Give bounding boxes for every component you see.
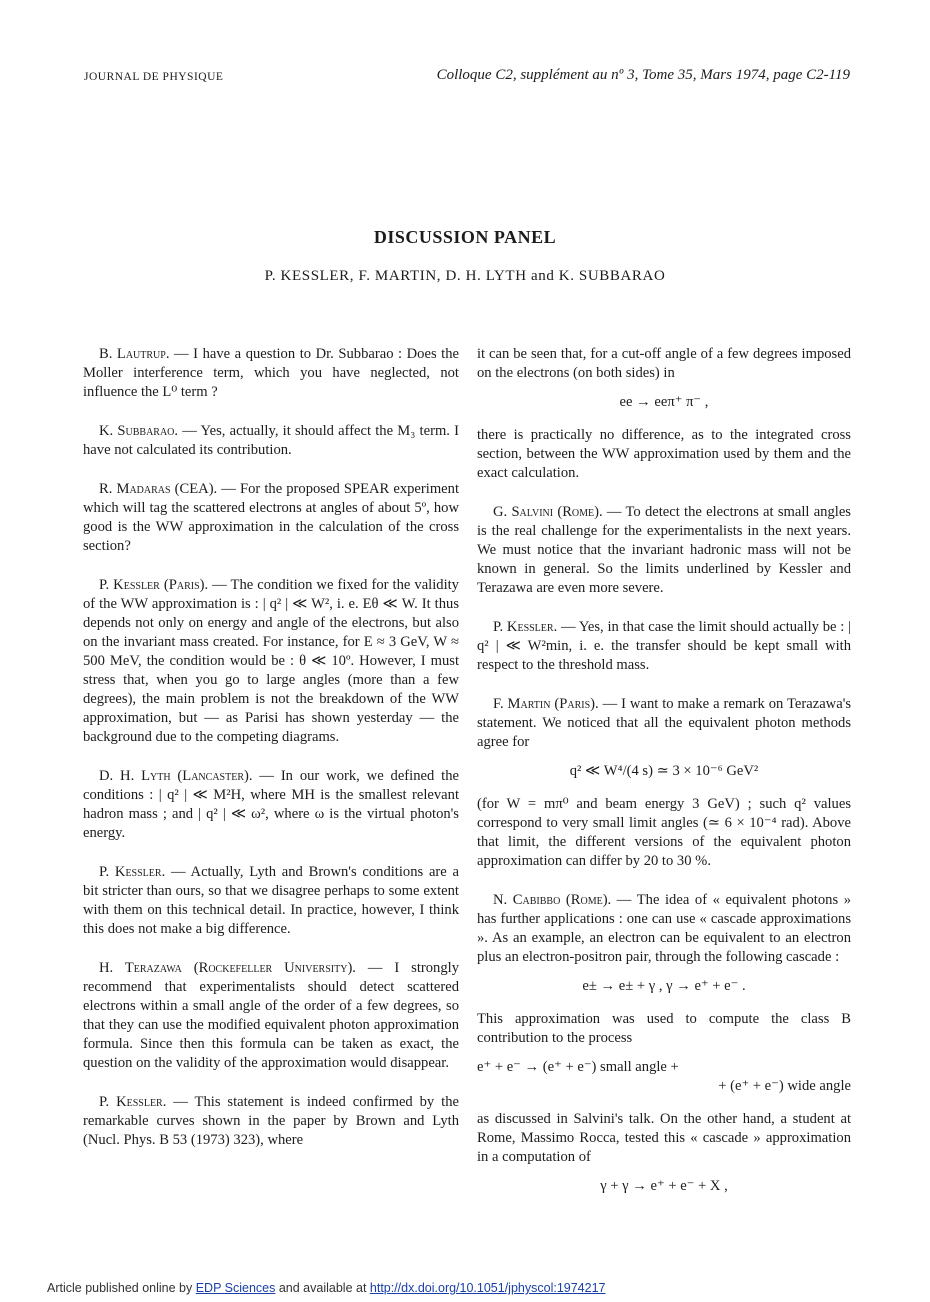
left-column <box>83 345 459 1170</box>
publisher-link[interactable]: EDP Sciences <box>195 1281 276 1295</box>
paragraph-text: — This statement is indeed confirmed by the remarkable curves shown in the paper by Brown and Lyth (Nucl. Phys. B 53 (1973) 323), where <box>83 1094 459 1148</box>
paragraph-martin <box>477 695 851 752</box>
equation: ee → eeπ⁺ π⁻ , <box>619 394 709 410</box>
paragraph-text: — The condition we fixed for the validity of the WW approximation is : | q² | ≪ W², i. e. Eθ ≪ W. It thus depends not only on energy and angle of the electrons, but also on the invariant mass created. For instance, for E ≈ 3 GeV, W ≈ 500 MeV, the condition would be : θ ≪ 10º. However, I must stress that, when you go to large angles (more than a few degrees), the main problem is not the breakdown of the WW approximation, but — as Parisi has shown yesterday — the background due to the competing diagrams. <box>83 577 459 745</box>
paragraph-text: — Yes, actually, it should affect the M₃ term. I have not calculated its contribution. <box>83 423 460 458</box>
paragraph-text: — For the proposed SPEAR experiment which will tag the scattered electrons at angles of about 5º, how good is the WW approximation in the calculation of the cross section? <box>83 481 459 554</box>
paragraph-text: — I strongly recommend that experimentalists should detect scattered electrons within a small angle of the order of a few degrees, so that they can use the modified equivalent photon approximation formula. Since then this formula can be taken as exact, the question on the validity of the approximation would disappear. <box>83 960 459 1071</box>
continuation-text: as discussed in Salvini's talk. On the other hand, a student at Rome, Massimo Rocca, tested this « cascade » approximation in a computation of <box>477 1111 851 1165</box>
paragraph-text: — I want to make a remark on Terazawa's statement. We noticed that all the equivalent photon methods agree for <box>477 696 851 750</box>
paragraph-text: — The idea of « equivalent photons » has further applications : one can use « cascade approximations ». As an example, an electron can be equivalent to an electron plus an electron-positron pair, through the following cascade : <box>477 892 852 965</box>
journal-name: JOURNAL DE PHYSIQUE <box>84 71 224 83</box>
speaker: G. Salvini (Rome). <box>493 504 603 520</box>
paragraph-text: — Yes, in that case the limit should actually be : | q² | ≪ W²min, i. e. the transfer should be kept small with respect to the threshold mass. <box>477 619 851 673</box>
paragraph-lyth <box>83 767 459 843</box>
paragraph-kessler-1 <box>83 576 459 747</box>
speaker: P. Kessler. <box>99 1094 167 1110</box>
speaker: P. Kessler. <box>99 864 166 880</box>
continuation-text: (for W = mπ⁰ and beam energy 3 GeV) ; such q² values correspond to very small limit angles (≃ 6 × 10⁻⁴ rad). Above that limit, the different versions of the equivalent photon approximation can differ by 20 to 30 %. <box>477 796 851 869</box>
footer <box>47 1281 605 1295</box>
speaker: F. Martin (Paris). <box>493 696 599 712</box>
speaker: H. Terazawa (Rockefeller University). <box>99 960 356 976</box>
paragraph-salvini <box>477 503 851 598</box>
page-title: DISCUSSION PANEL <box>373 227 557 247</box>
right-column <box>477 345 851 1210</box>
speaker: P. Kessler (Paris). <box>99 577 209 593</box>
footer-middle: and available at <box>275 1281 370 1295</box>
equation: q² ≪ W⁴/(4 s) ≃ 3 × 10⁻⁶ GeV² <box>569 763 759 779</box>
continuation-text: it can be seen that, for a cut-off angle of a few degrees imposed on the electrons (on both sides) in <box>477 346 851 381</box>
speaker: P. Kessler. <box>493 619 558 635</box>
continuation-text: This approximation was used to compute the class B contribution to the process <box>477 1011 851 1046</box>
paragraph-lautrup <box>83 345 459 402</box>
paragraph-kessler-3 <box>83 1093 459 1150</box>
paragraph-kessler-2 <box>83 863 459 939</box>
equation-multiline <box>477 1058 851 1096</box>
equation: e± → e± + γ , γ → e⁺ + e⁻ . <box>582 978 746 994</box>
speaker: R. Madaras (CEA). <box>99 481 218 497</box>
paragraph-subbarao <box>83 422 459 460</box>
doi-link[interactable]: http://dx.doi.org/10.1051/jphyscol:1974217 <box>369 1281 606 1295</box>
footer-prefix: Article published online by <box>47 1281 196 1295</box>
paragraph-madaras <box>83 480 459 556</box>
paragraph-kessler-4 <box>477 618 851 675</box>
paragraph-text: — In our work, we defined the conditions : | q² | ≪ M²H, where MH is the smallest relevant hadron mass ; and | q² | ≪ ω², where ω is the virtual photon's energy. <box>83 768 459 841</box>
equation-line: + (e⁺ + e⁻) wide angle <box>718 1078 851 1094</box>
paragraph-cabibbo <box>477 891 851 967</box>
paragraph-text: — Actually, Lyth and Brown's conditions are a bit stricter than ours, so that we disagree perhaps to some extent with them on this technical detail. In practice, however, I think this does not make a big difference. <box>83 864 459 937</box>
equation-line: e⁺ + e⁻ → (e⁺ + e⁻) small angle + <box>477 1059 679 1075</box>
speaker: N. Cabibbo (Rome). <box>493 892 612 908</box>
paragraph-text: — I have a question to Dr. Subbarao : Does the Moller interference term, which you have neglected, not influence the L⁰ term ? <box>83 346 459 400</box>
speaker: K. Subbarao. <box>99 423 179 439</box>
speaker: D. H. Lyth (Lancaster). <box>99 768 253 784</box>
citation: Colloque C2, supplément au nº 3, Tome 35, Mars 1974, page C2-119 <box>436 67 850 83</box>
paragraph-terazawa <box>83 959 459 1073</box>
paragraph-text: — To detect the electrons at small angles is the real challenge for the experimentalists in the next years. We must notice that the invariant hadronic mass will not be known in general. So the limits underlined by Kessler and Terazawa are even more severe. <box>477 504 851 596</box>
speaker: B. Lautrup. <box>99 346 170 362</box>
continuation-text: there is practically no difference, as to the integrated cross section, between the WW approximation used by them and the exact calculation. <box>477 427 851 481</box>
equation: γ + γ → e⁺ + e⁻ + X , <box>600 1178 728 1194</box>
authors: P. KESSLER, F. MARTIN, D. H. LYTH and K. SUBBARAO <box>264 268 666 284</box>
